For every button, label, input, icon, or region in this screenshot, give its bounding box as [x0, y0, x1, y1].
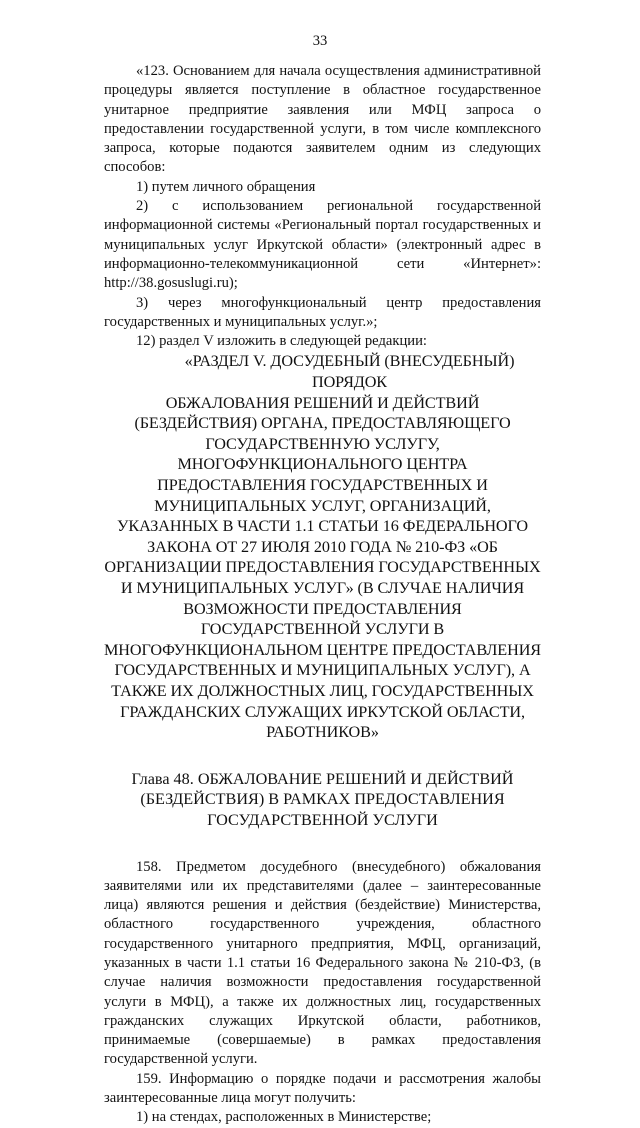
- page-number: 33: [312, 33, 328, 49]
- chapter-title: Глава 48. ОБЖАЛОВАНИЕ РЕШЕНИЙ И ДЕЙСТВИЙ (БЕЗДЕЙСТВИЯ) В РАМКАХ ПРЕДОСТАВЛЕНИЯ ГОСУДАРСТВЕННОЙ УСЛУГИ: [131, 769, 514, 829]
- list-item-2: 2) с использованием региональной государственной информационной системы «Региональный портал государственных и муниципальных услуг Иркутской области» (электронный адрес в информационно-телекоммуникационной сети «Интернет»: http://38.gosuslugi.ru);: [104, 198, 541, 292]
- list-item-3: 3) через многофункциональный центр предоставления государственных и муниципальных услуг.»;: [104, 294, 541, 330]
- document-body: [104, 62, 541, 1128]
- spacer: [104, 831, 541, 858]
- paragraph-123: «123. Основанием для начала осуществления административной процедуры является поступление в областное государственное унитарное предприятие заявления или МФЦ запроса о предоставлении государственной услуги, в том числе комплексного запроса, которые подаются заявителем одним из следующих способов:: [104, 63, 541, 176]
- list-item-stands: 1) на стендах, расположенных в Министерстве;: [136, 1109, 432, 1126]
- paragraph-158: 158. Предметом досудебного (внесудебного) обжалования заявителями или их представителями (далее – заинтересованные лица) являются решения и действия (бездействие) Министерства, областного государственного учреждения, областного государственного унитарного предприятия, МФЦ, организаций, указанных в части 1.1 статьи 16 Федерального закона № 210-ФЗ, (в случае наличия возможности предоставления государственной услуги в МФЦ), а также их должностных лиц, государственных гражданских служащих Иркутской области, работников, принимаемые (совершаемые) в рамках предоставления государственной услуги.: [104, 858, 541, 1068]
- list-item-1: 1) путем личного обращения: [136, 178, 316, 195]
- paragraph-159: 159. Информацию о порядке подачи и рассмотрения жалобы заинтересованные лица могут получить:: [104, 1070, 541, 1107]
- section-title: ОБЖАЛОВАНИЯ РЕШЕНИЙ И ДЕЙСТВИЙ (БЕЗДЕЙСТВИЯ) ОРГАНА, ПРЕДОСТАВЛЯЮЩЕГО ГОСУДАРСТВЕННУЮ УСЛУГУ, МНОГОФУНКЦИОНАЛЬНОГО ЦЕНТРА ПРЕДОСТАВЛЕНИЯ ГОСУДАРСТВЕННЫХ И МУНИЦИПАЛЬНЫХ УСЛУГ, ОРГАНИЗАЦИЙ, УКАЗАННЫХ В ЧАСТИ 1.1 СТАТЬИ 16 ФЕДЕРАЛЬНОГО ЗАКОНА ОТ 27 ИЮЛЯ 2010 ГОДА № 210-ФЗ «ОБ ОРГАНИЗАЦИИ ПРЕДОСТАВЛЕНИЯ ГОСУДАРСТВЕННЫХ И МУНИЦИПАЛЬНЫХ УСЛУГ» (В СЛУЧАЕ НАЛИЧИЯ ВОЗМОЖНОСТИ ПРЕДОСТАВЛЕНИЯ ГОСУДАРСТВЕННОЙ УСЛУГИ В МНОГОФУНКЦИОНАЛЬНОМ ЦЕНТРЕ ПРЕДОСТАВЛЕНИЯ ГОСУДАРСТВЕННЫХ И МУНИЦИПАЛЬНЫХ УСЛУГ), А ТАКЖЕ ИХ ДОЛЖНОСТНЫХ ЛИЦ, ГОСУДАРСТВЕННЫХ ГРАЖДАНСКИХ СЛУЖАЩИХ ИРКУТСКОЙ ОБЛАСТИ, РАБОТНИКОВ»: [104, 393, 541, 742]
- paragraph-12: 12) раздел V изложить в следующей редакции:: [136, 333, 427, 350]
- section-title-first-line: «РАЗДЕЛ V. ДОСУДЕБНЫЙ (ВНЕСУДЕБНЫЙ) ПОРЯДОК: [184, 352, 515, 392]
